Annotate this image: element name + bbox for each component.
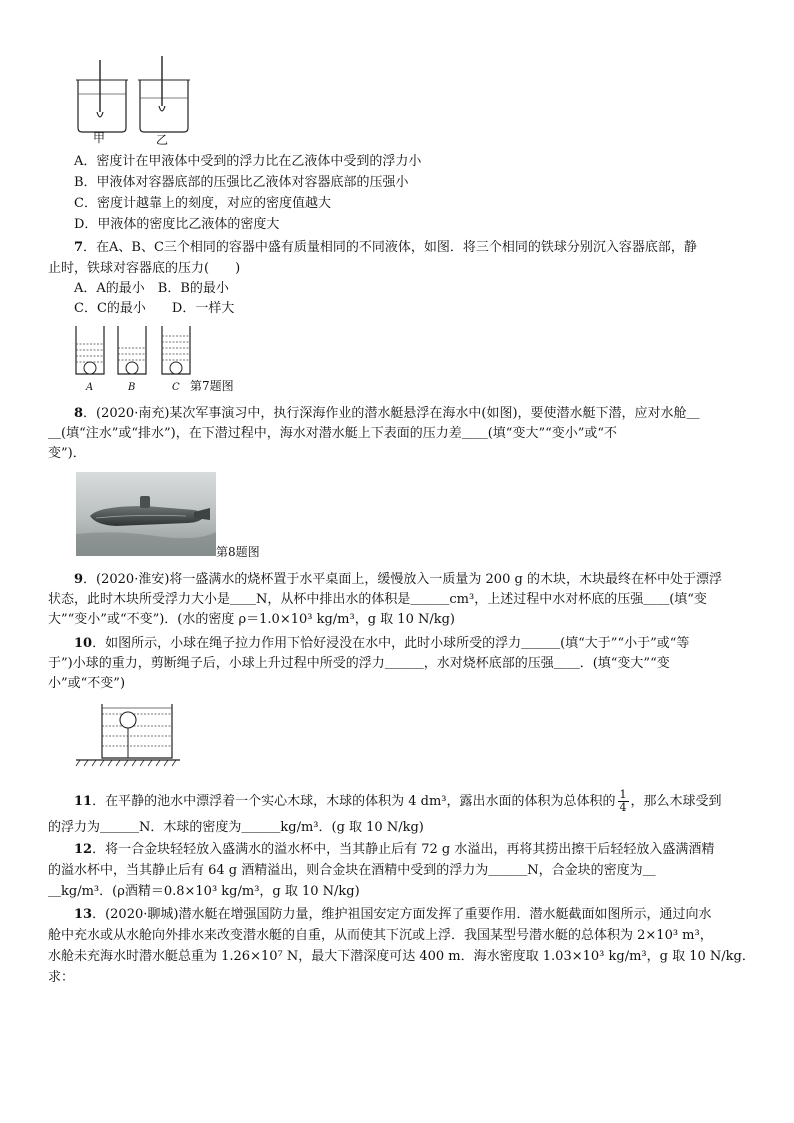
q13-line2: 舱中充水或从水舱向外排水来改变潜水艇的自重，从而使其下沉或上浮．我国某型号潜水艇的总体积为 2×10³ m³， [48, 928, 713, 943]
q12-line1: 12．将一合金块轻轻放入盛满水的溢水杯中，当其静止后有 72 g 水溢出，再将其捞出擦干后轻轻放入盛满酒精 [74, 842, 715, 857]
q6-option-b: B．甲液体对容器底部的压强比乙液体对容器底部的压强小 [74, 175, 409, 190]
container-label-a: A [86, 382, 94, 393]
q8-number: 8 [74, 406, 84, 421]
q13-number: 13 [74, 907, 93, 922]
q7-figure-caption: 第7题图 [190, 379, 234, 393]
q13-line3: 水舱未充海水时潜水艇总重为 1.26×10⁷ N，最大下潜深度可达 400 m．海水密度取 1.03×10³ kg/m³，g 取 10 N/kg． [48, 949, 755, 964]
q11-line2: 的浮力为＿＿＿N．木球的密度为＿＿＿kg/m³．(g 取 10 N/kg) [48, 820, 424, 835]
q6-option-a: A．密度计在甲液体中受到的浮力比在乙液体中受到的浮力小 [74, 154, 422, 169]
q9-line2: 状态，此时木块所受浮力大小是＿＿N，从杯中排出水的体积是＿＿＿cm³，上述过程中水对杯底的压强＿＿(填“变 [48, 592, 707, 607]
one-quarter-fraction: $\frac{1}{4}$ [619, 788, 627, 814]
q8-line2: ＿(填“注水”或“排水”)，在下潜过程中，海水对潜水艇上下表面的压力差＿＿(填“变大”“变小”或“不 [48, 426, 618, 441]
beaker-label-yi: 乙 [156, 133, 169, 147]
container-label-b: B [128, 382, 136, 393]
q7-number: 7 [74, 240, 84, 255]
container-label-c: C [172, 382, 180, 393]
q11-number: 11 [74, 794, 93, 809]
q12-number: 12 [74, 842, 93, 857]
q6-option-d: D．甲液体的密度比乙液体的密度大 [74, 217, 280, 232]
q7-options-1: A．A的最小 B．B的最小 [74, 281, 229, 296]
q9-number: 9 [74, 572, 84, 587]
q7-options-2: C．C的最小 D．一样大 [74, 301, 235, 316]
q7-line2: 止时，铁球对容器底的压力( ) [48, 261, 241, 276]
q12-line2: 的溢水杯中，当其静止后有 64 g 酒精溢出，则合金块在酒精中受到的浮力为＿＿＿N，合金块的密度为＿ [48, 863, 656, 878]
q10-line3: 小”或“不变”) [48, 676, 126, 691]
q8-figure-caption: 第8题图 [216, 545, 260, 559]
q13-line1: 13．(2020·聊城)潜水艇在增强国防力量，维护祖国安定方面发挥了重要作用．潜水艇截面如图所示，通过向水 [74, 907, 712, 922]
q10-number: 10 [74, 636, 93, 651]
q11-line1: 11．在平静的池水中漂浮着一个实心木球，木球的体积为 4 dm³，露出水面的体积为总体积的 $\frac{1}{4}$ ，那么木球受到 [74, 788, 722, 814]
q10-line1: 10．如图所示，小球在绳子拉力作用下恰好浸没在水中，此时小球所受的浮力＿＿＿(填“大于”“小于”或“等 [74, 636, 690, 651]
q10-line2: 于”)小球的重力，剪断绳子后，小球上升过程中所受的浮力＿＿＿，水对烧杯底部的压强＿＿．(填“变大”“变 [48, 656, 670, 671]
q12-line3: ＿kg/m³．(ρ酒精＝0.8×10³ kg/m³，g 取 10 N/kg) [48, 884, 360, 899]
q8-line3: 变”)． [48, 446, 86, 461]
q6-option-c: C．密度计越靠上的刻度，对应的密度值越大 [74, 196, 331, 211]
beaker-label-jia: 甲 [93, 131, 106, 145]
q8-line1: 8．(2020·南充)某次军事演习中，执行深海作业的潜水艇悬浮在海水中(如图)，要使潜水艇下潜，应对水舱＿ [74, 406, 700, 421]
q9-line3: 大”“变小”或“不变”)．(水的密度 ρ＝1.0×10³ kg/m³，g 取 10 N/kg) [48, 612, 456, 627]
q13-line4: 求： [48, 970, 75, 985]
submarine-photo [76, 472, 216, 556]
hydrometer-beakers-figure [70, 52, 200, 148]
three-containers-figure [72, 322, 196, 380]
q7-line1: 7．在A、B、C三个相同的容器中盛有质量相同的不同液体，如图．将三个相同的铁球分别沉入容器底部，静 [74, 240, 697, 255]
q9-line1: 9．(2020·淮安)将一盛满水的烧杯置于水平桌面上，缓慢放入一质量为 200 g 的木块，木块最终在杯中处于漂浮 [74, 572, 722, 587]
ball-in-water-figure [72, 700, 184, 770]
